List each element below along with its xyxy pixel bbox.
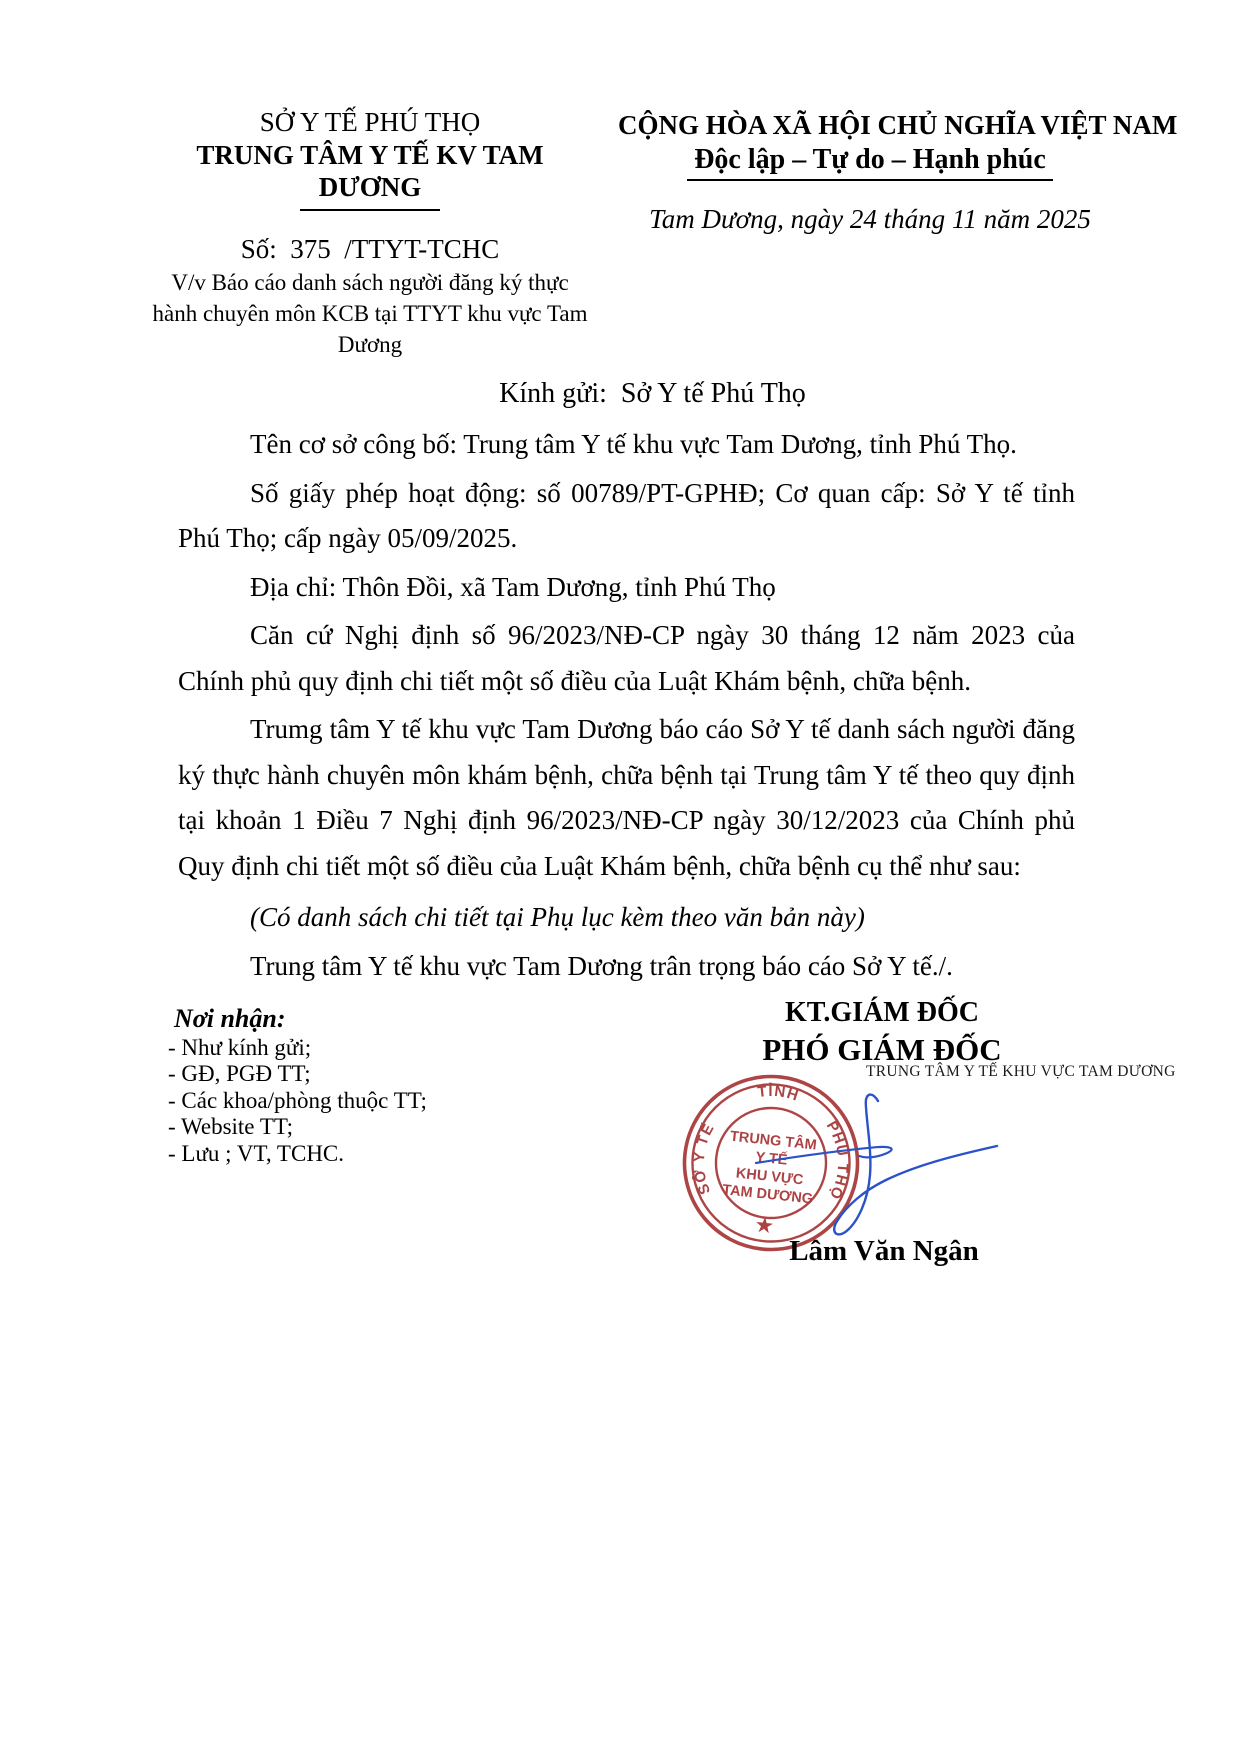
stamp-center-line2: Y TẾ [754,1149,789,1169]
document-subject: V/v Báo cáo danh sách người đăng ký thực hành chuyên môn KCB tại TTYT khu vực Tam Dương [152,270,588,357]
issuer-underline [300,209,440,211]
signer-title-kt-giam-doc: KT.GIÁM ĐỐC [785,997,979,1028]
motto-underline [687,179,1053,181]
stamp-center-line4: TAM DƯƠNG [721,1182,814,1208]
document-body [178,374,1075,989]
stamp-center-line3: KHU VỰC [735,1165,805,1189]
national-motto: Độc lập – Tự do – Hạnh phúc [694,144,1046,175]
recipient-item: - Các khoa/phòng thuộc TT; [168,1087,427,1113]
issuer-block [146,106,594,360]
stamp-arc-text-right: PHÚ THỌ [822,1118,852,1203]
recipient-item: - Như kính gửi; [168,1035,312,1060]
signer-name: Lâm Văn Ngân [789,1235,979,1267]
closing-line: Trung tâm Y tế khu vực Tam Dương trân trọng báo cáo Sở Y tế./. [250,950,953,981]
issuer-parent-org: SỞ Y TẾ PHÚ THỌ [259,107,481,137]
stamp-arc-text-left: SỞ Y TẾ [690,1120,719,1197]
paragraph-facility-name: Tên cơ sở công bố: Trung tâm Y tế khu vực Tam Dương, tỉnh Phú Thọ. [250,429,1017,459]
paragraph-address: Địa chỉ: Thôn Đồi, xã Tam Dương, tỉnh Phú Thọ [250,571,776,602]
paragraph-report: Trumg tâm Y tế khu vực Tam Dương báo cáo Sở Y tế danh sách người đăng ký thực hành chuyên môn khám bệnh, chữa bệnh tại Trung tâm Y tế theo quy định tại khoản 1 Điều 7 Nghị định 96/2023/NĐ-CP ngày 30/12/2023 của Chính phủ Quy định chi tiết một số điều của Luật Khám bệnh, chữa bệnh cụ thể như sau: [178,714,1075,881]
place-date-line: Tam Dương, ngày 24 tháng 11 năm 2025 [649,204,1091,234]
issuer-org-name: TRUNG TÂM Y TẾ KV TAM DƯƠNG [196,140,544,202]
attachment-note: (Có danh sách chi tiết tại Phụ lục kèm theo văn bản này) [250,902,865,932]
signature-main-stroke [834,1095,997,1235]
recipient-item: - GĐ, PGĐ TT; [168,1061,311,1087]
recipients-label: Nơi nhận: [174,1004,286,1033]
national-title: CỘNG HÒA XÃ HỘI CHỦ NGHĨA VIỆT NAM [618,110,1178,140]
stamp-arc-text-top: TỈNH [756,1082,802,1105]
stamp-center-line1: TRUNG TÂM [729,1128,818,1154]
digital-signature-org-line: TRUNG TÂM Y TẾ KHU VỰC TAM DƯƠNG [866,1063,1176,1080]
handwritten-signature [740,1085,1020,1245]
paragraph-license: Số giấy phép hoạt động: số 00789/PT-GPHĐ; Cơ quan cấp: Sở Y tế tỉnh Phú Thọ; cấp ngày 05/09/2025. [178,477,1075,553]
paragraph-legal-basis: Căn cứ Nghị định số 96/2023/NĐ-CP ngày 30 tháng 12 năm 2023 của Chính phủ quy định chi tiết một số điều của Luật Khám bệnh, chữa bệnh. [178,620,1075,696]
stamp-star-icon: ★ [754,1214,774,1238]
national-header-block [618,110,1178,235]
signature-title-block [682,996,1082,1068]
signer-title-pho-giam-doc: PHÓ GIÁM ĐỐC [762,1032,1002,1067]
recipient-item: - Lưu ; VT, TCHC. [168,1140,345,1166]
salutation-line: Kính gửi: Sở Y tế Phú Thọ [499,378,806,409]
recipients-block [168,1003,598,1167]
document-number: Số: 375 /TTYT-TCHC [240,234,500,264]
recipient-item: - Website TT; [168,1114,294,1140]
